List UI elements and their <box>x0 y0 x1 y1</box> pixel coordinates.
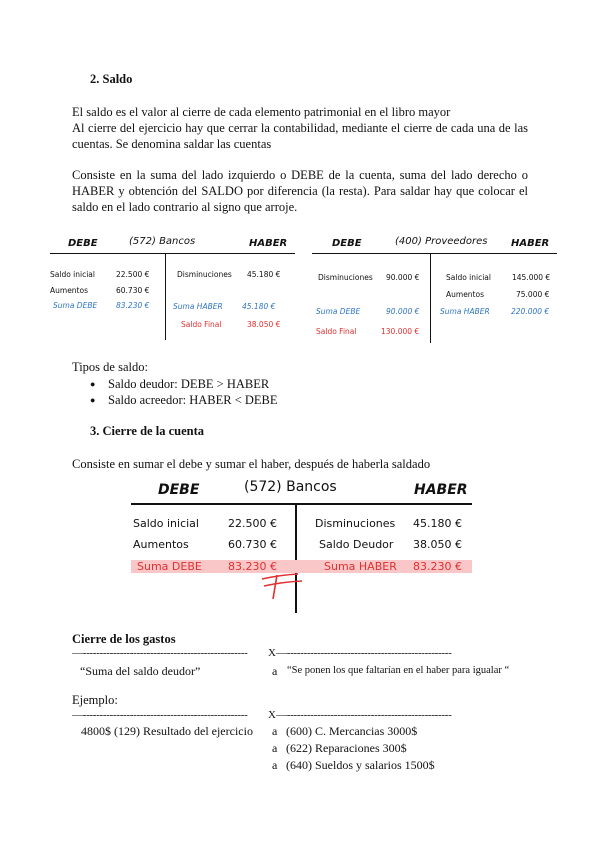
proveedores-suma-debe-value: 90.000 € <box>386 307 420 316</box>
bancos-large-hline <box>131 503 472 505</box>
bullet-icon: ● <box>90 379 96 389</box>
closing-strike-marks <box>258 566 308 600</box>
bancos-large-debe: DEBE <box>158 482 200 498</box>
saldo-intro-line-1: El saldo es el valor al cierre de cada elemento patrimonial en el libro mayor <box>72 105 451 119</box>
bancos-large-suma-haber-value: 83.230 € <box>413 560 462 573</box>
gastos-x-mark-1: X <box>268 647 276 659</box>
tipos-title: Tipos de saldo: <box>72 360 148 374</box>
gastos-dashed-line-1: —------------------------------------------------- <box>72 647 248 659</box>
bancos-large-left-label-1: Aumentos <box>133 538 189 551</box>
proveedores-suma-haber-value: 220.000 € <box>511 307 550 316</box>
saldo-intro-line-2: Al cierre del ejercicio hay que cerrar la contabilidad, mediante el cierre de cada una de las <box>72 121 528 135</box>
bancos-large-suma-debe-label: Suma DEBE <box>137 560 202 573</box>
bancos-small-left-label-1: Aumentos <box>50 286 88 295</box>
bancos-small-left-value-0: 22.500 € <box>116 270 150 279</box>
gastos-x-mark-2: X <box>268 709 276 721</box>
bancos-small-suma-haber-value: 45.180 € <box>242 302 276 311</box>
proveedores-left-value-0: 90.000 € <box>386 273 420 282</box>
tipos-item-1: Saldo acreedor: HABER < DEBE <box>108 393 278 407</box>
proveedores-haber: HABER <box>511 238 550 249</box>
bancos-large-title: (572) Bancos <box>244 479 337 495</box>
proveedores-right-label-0: Saldo inicial <box>446 273 491 282</box>
bancos-small-suma-debe-label: Suma DEBE <box>53 301 98 310</box>
gastos-dashed-line-2: —------------------------------------------------- <box>72 709 248 721</box>
proveedores-right-value-0: 145.000 € <box>512 273 551 282</box>
bancos-large-right-label-0: Disminuciones <box>315 517 396 530</box>
bancos-small-saldo-final-label: Saldo Final <box>181 320 222 329</box>
bancos-small-right-label-0: Disminuciones <box>177 270 232 279</box>
bancos-small-left-label-0: Saldo inicial <box>50 270 95 279</box>
proveedores-suma-debe-label: Suma DEBE <box>316 307 361 316</box>
bancos-small-debe: DEBE <box>68 238 98 249</box>
bancos-small-hline <box>50 253 295 254</box>
ejemplo-label: Ejemplo: <box>72 693 118 707</box>
bancos-small-left-value-1: 60.730 € <box>116 286 150 295</box>
proveedores-vline <box>430 253 431 343</box>
bancos-small-haber: HABER <box>249 238 288 249</box>
section-2-heading: 2. Saldo <box>90 72 133 86</box>
ejemplo-a-1: a <box>272 741 278 755</box>
ejemplo-a-2: a <box>272 758 278 772</box>
bancos-small-title: (572) Bancos <box>129 236 196 247</box>
bancos-large-left-value-0: 22.500 € <box>228 517 277 530</box>
proveedores-saldo-final-value: 130.000 € <box>381 327 420 336</box>
ejemplo-right-2: (640) Sueldos y salarios 1500$ <box>286 758 435 772</box>
ejemplo-right-1: (622) Reparaciones 300$ <box>286 741 407 755</box>
saldo-para2-line-1: Consiste en la suma del lado izquierdo o DEBE de la cuenta, suma del lado derecho o <box>72 168 528 182</box>
saldo-para2-line-3: saldo en el lado contrario al signo que arroje. <box>72 200 298 214</box>
bancos-large-suma-haber-label: Suma HABER <box>324 560 397 573</box>
gastos-row-left: “Suma del saldo deudor” <box>80 664 201 678</box>
saldo-para2-line-2: HABER y obtención del SALDO por diferencia (la resta). Para saldar hay que colocar el <box>72 184 528 198</box>
proveedores-right-label-1: Aumentos <box>446 290 484 299</box>
ejemplo-right-0: (600) C. Mercancias 3000$ <box>286 724 418 738</box>
section-3-text: Consiste en sumar el debe y sumar el haber, después de haberla saldado <box>72 457 431 471</box>
proveedores-title: (400) Proveedores <box>395 236 488 247</box>
proveedores-saldo-final-label: Saldo Final <box>316 327 357 336</box>
proveedores-hline <box>312 253 557 254</box>
gastos-heading: Cierre de los gastos <box>72 632 176 646</box>
gastos-row-a: a <box>272 664 278 678</box>
ejemplo-left: 4800$ (129) Resultado del ejercicio <box>81 724 253 738</box>
bullet-icon: ● <box>90 395 96 405</box>
saldo-intro-line-3: cuentas. Se denomina saldar las cuentas <box>72 137 272 151</box>
proveedores-right-value-1: 75.000 € <box>516 290 550 299</box>
proveedores-left-label-0: Disminuciones <box>318 273 373 282</box>
section-3-heading: 3. Cierre de la cuenta <box>90 424 204 438</box>
gastos-dashed-line-2b: —------------------------------------------------- <box>276 709 452 721</box>
bancos-large-right-label-1: Saldo Deudor <box>319 538 394 551</box>
bancos-large-suma-debe-value: 83.230 € <box>228 560 277 573</box>
tipos-item-0: Saldo deudor: DEBE > HABER <box>108 377 270 391</box>
proveedores-debe: DEBE <box>332 238 362 249</box>
bancos-large-right-value-1: 38.050 € <box>413 538 462 551</box>
gastos-row-right: “Se ponen los que faltarían en el haber para igualar “ <box>287 665 510 676</box>
bancos-large-right-value-0: 45.180 € <box>413 517 462 530</box>
bancos-small-suma-debe-value: 83.230 € <box>116 301 150 310</box>
bancos-small-vline <box>165 253 166 340</box>
bancos-large-left-value-1: 60.730 € <box>228 538 277 551</box>
bancos-small-right-value-0: 45.180 € <box>247 270 281 279</box>
ejemplo-a-0: a <box>272 724 278 738</box>
bancos-large-haber: HABER <box>414 482 468 498</box>
bancos-large-left-label-0: Saldo inicial <box>133 517 199 530</box>
proveedores-suma-haber-label: Suma HABER <box>440 307 490 316</box>
bancos-small-suma-haber-label: Suma HABER <box>173 302 223 311</box>
bancos-small-saldo-final-value: 38.050 € <box>247 320 281 329</box>
gastos-dashed-line-1b: —------------------------------------------------- <box>276 647 452 659</box>
